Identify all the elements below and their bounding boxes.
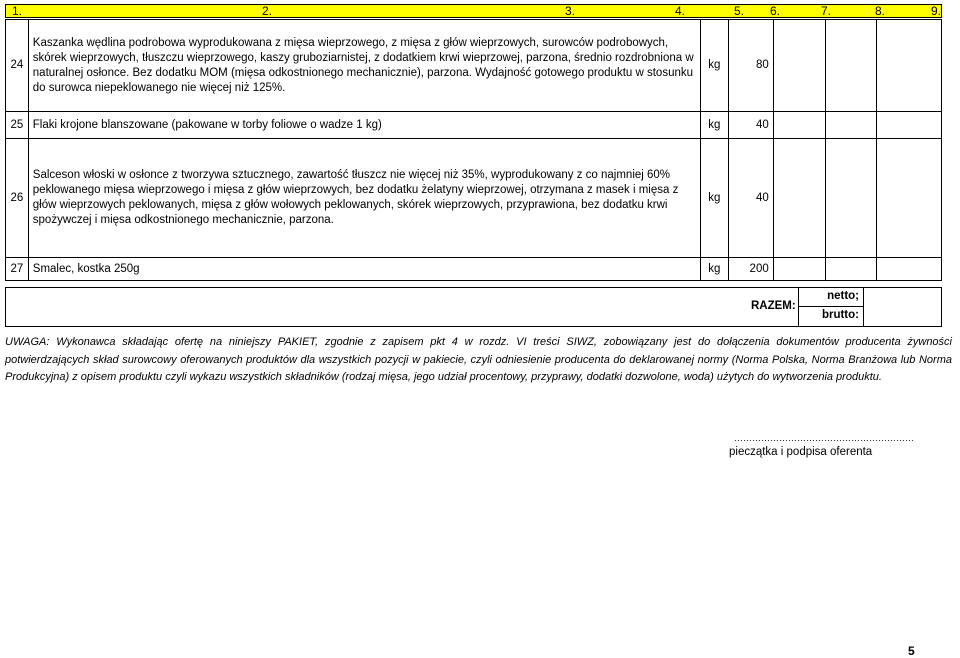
empty-cell [825, 139, 877, 258]
summary-values [798, 288, 864, 326]
empty-cell [773, 20, 825, 112]
summary-box [5, 287, 942, 327]
row-unit: kg [700, 112, 729, 139]
signature-label: pieczątka i podpisa oferenta [729, 446, 873, 458]
row-unit: kg [700, 139, 729, 258]
row-quantity: 40 [729, 112, 774, 139]
table-row [6, 20, 942, 112]
row-quantity: 40 [729, 139, 774, 258]
row-quantity: 80 [729, 20, 774, 112]
empty-cell [877, 112, 942, 139]
empty-cell [773, 112, 825, 139]
row-unit: kg [700, 20, 729, 112]
row-description: Salceson włoski w osłonce z tworzywa sztucznego, zawartość tłuszcz nie więcej niż 35%, wyprodukowany z co najmniej 60% peklowanego mięsa wieprzowego i mięsa z głów wieprzowych, bez dodatku żelatyny wieprzowej, otrzymana z masek i mięsa z głów wieprzowych peklowanych, mięsa z głów wołowych peklowanych, skórek wieprzowych, przyprawiona, bez dodatku krwi spożywczej i mięsa odkostnionego mechanicznie, parzona. [28, 139, 700, 258]
column-number-header [5, 4, 942, 18]
row-number: 25 [6, 112, 29, 139]
page-number: 5 [908, 644, 915, 658]
empty-cell [773, 139, 825, 258]
table-row [6, 112, 942, 139]
signature-line: …………………………………………………… [734, 433, 914, 443]
col-1: 1. [12, 4, 23, 18]
col-2: 2. [262, 4, 273, 18]
empty-cell [825, 258, 877, 281]
empty-cell [773, 258, 825, 281]
row-description: Smalec, kostka 250g [28, 258, 700, 281]
col-8: 8. [875, 4, 886, 18]
col-9: 9. [931, 4, 942, 18]
empty-cell [825, 112, 877, 139]
empty-cell [877, 139, 942, 258]
empty-cell [877, 20, 942, 112]
row-description: Kaszanka wędlina podrobowa wyprodukowana z mięsa wieprzowego, z mięsa z głów wieprzowych, surowców podrobowych, skórek wieprzowych, tłuszczu wieprzowego, kaszy gruboziarnistej, z dodatkiem krwi wieprzowej, parzona, średnio rozdrobniona w naturalnej osłonce. Bez dodatku MOM (mięsa odkostnionego mechanicznie), parzona. Wydajność gotowego produktu w stosunku do surowca niepeklowanego nie więcej niż 125%. [28, 20, 700, 112]
col-3: 3. [565, 4, 576, 18]
row-quantity: 200 [729, 258, 774, 281]
table-row [6, 258, 942, 281]
table-row [6, 139, 942, 258]
col-6: 6. [770, 4, 781, 18]
netto-label: netto; [799, 290, 863, 307]
row-unit: kg [700, 258, 729, 281]
brutto-label: brutto: [821, 309, 859, 321]
empty-cell [825, 20, 877, 112]
col-7: 7. [821, 4, 832, 18]
row-number: 24 [6, 20, 29, 112]
col-4: 4. [675, 4, 686, 18]
product-table [5, 19, 942, 281]
summary-label: RAZEM: [751, 300, 796, 312]
row-number: 26 [6, 139, 29, 258]
row-description: Flaki krojone blanszowane (pakowane w torby foliowe o wadze 1 kg) [28, 112, 700, 139]
col-5: 5. [734, 4, 745, 18]
row-number: 27 [6, 258, 29, 281]
note-paragraph: UWAGA: Wykonawca składając ofertę na niniejszy PAKIET, zgodnie z zapisem pkt 4 w rozdz. VI treści SIWZ, zobowiązany jest do dołączenia dokumentów producenta żywności potwierdzających skład surowcowy oferowanych produktów dla wszystkich pozycji w pakiecie, czyli odniesienie producenta do deklarowanej normy (Norma Polska, Norma Branżowa lub Norma Produkcyjna) z opisem produktu czyli wykazu wszystkich składników (rodzaj mięsa, jego udział procentowy, przyprawy, dodatki dozwolone, woda) użytych do wytworzenia produktu. [5, 336, 952, 383]
empty-cell [877, 258, 942, 281]
